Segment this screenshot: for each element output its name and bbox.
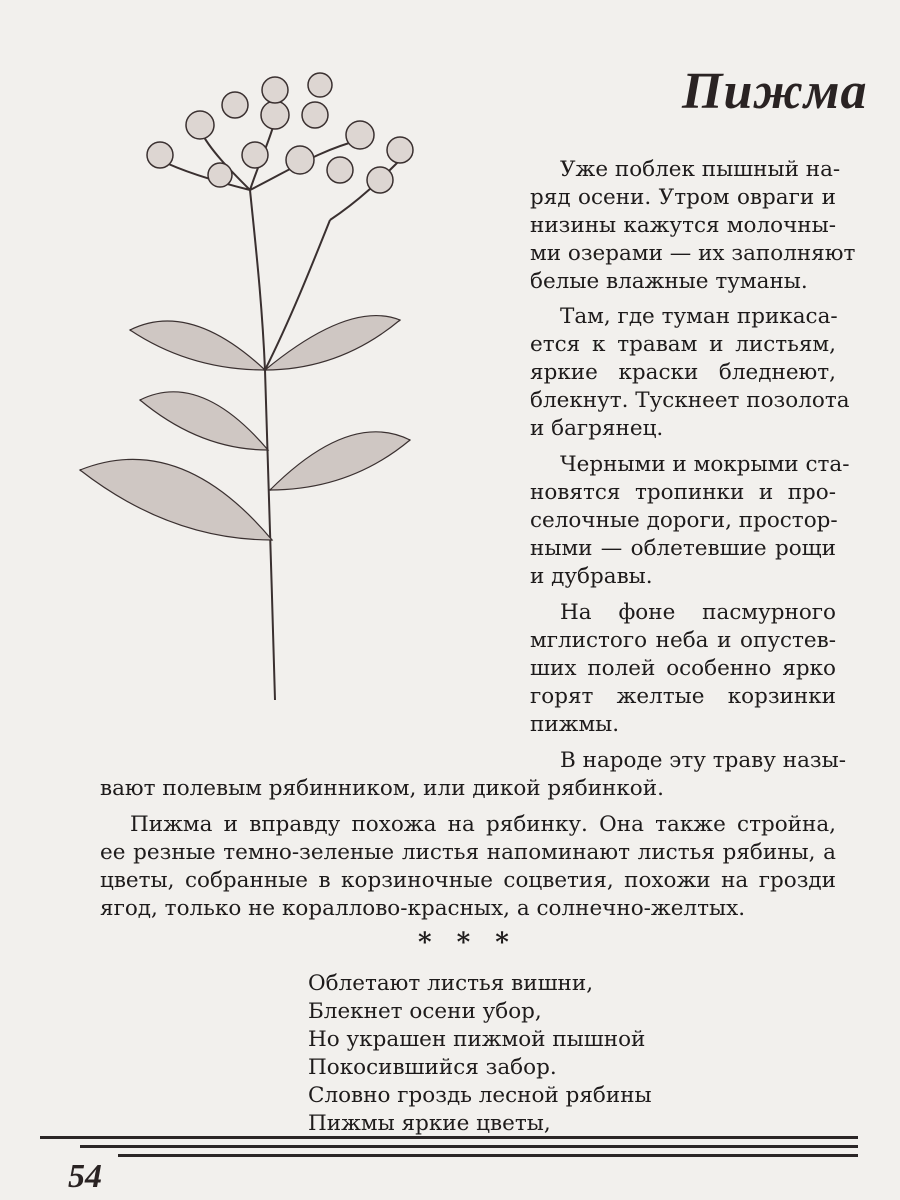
text-line: вают полевым рябинником, или дикой рябинкой. (100, 776, 664, 801)
text-line: Пижма и вправду похожа на рябинку. Она также стройна, (130, 812, 836, 837)
text-line: новятся тропинки и про- (530, 480, 836, 505)
section-separator: * * * (418, 928, 517, 958)
page-number: 54 (68, 1158, 102, 1195)
text-line (530, 747, 847, 775)
text-line: и дубравы. (530, 564, 653, 589)
text-line: низины кажутся молочны- (530, 213, 836, 238)
text-line: ряд осени. Утром овраги и (530, 185, 836, 210)
text-line: яркие краски бледнеют, (530, 360, 836, 385)
poem-line: Облетают листья вишни, (308, 971, 594, 996)
text-line: белые влажные туманы. (530, 269, 808, 294)
page-title: Пижма (682, 63, 868, 120)
footer-rule (40, 1136, 858, 1139)
text-line-content: В народе эту траву назы- (560, 748, 847, 773)
poem-line: Пижмы яркие цветы, (308, 1111, 551, 1136)
text-line: Уже поблек пышный на- (560, 157, 841, 182)
text-line: блекнут. Тускнеет позолота (530, 388, 850, 413)
poem-line: Но украшен пижмой пышной (308, 1027, 646, 1052)
text-line: ется к травам и листьям, (530, 332, 836, 357)
text-line (530, 599, 836, 627)
text-line: мглистого неба и опустев- (530, 628, 836, 653)
text-line: Черными и мокрыми ста- (560, 452, 850, 477)
text-line: селочные дороги, простор- (530, 508, 838, 533)
tansy-illustration (60, 70, 480, 710)
footer-rule (118, 1154, 858, 1157)
poem-line: Покосившийся забор. (308, 1055, 557, 1080)
text-line-content: На фоне пасмурного (560, 600, 836, 625)
text-line: горят желтые корзинки (530, 684, 836, 709)
text-line: ягод, только не кораллово-красных, а солнечно-желтых. (100, 896, 746, 921)
text-line: ными — облетевшие рощи (530, 536, 836, 561)
footer-rule (80, 1145, 858, 1148)
text-line: ее резные темно-зеленые листья напоминают листья рябины, а (100, 840, 836, 865)
poem-line: Блекнет осени убор, (308, 999, 542, 1024)
text-line: Там, где туман прикаса- (560, 304, 838, 329)
text-line: ми озерами — их заполняют (530, 241, 856, 266)
text-line: ших полей особенно ярко (530, 656, 836, 681)
text-line: пижмы. (530, 712, 620, 737)
text-line: цветы, собранные в корзиночные соцветия, похожи на грозди (100, 868, 836, 893)
text-line: и багрянец. (530, 416, 664, 441)
poem-line: Словно гроздь лесной рябины (308, 1083, 652, 1108)
